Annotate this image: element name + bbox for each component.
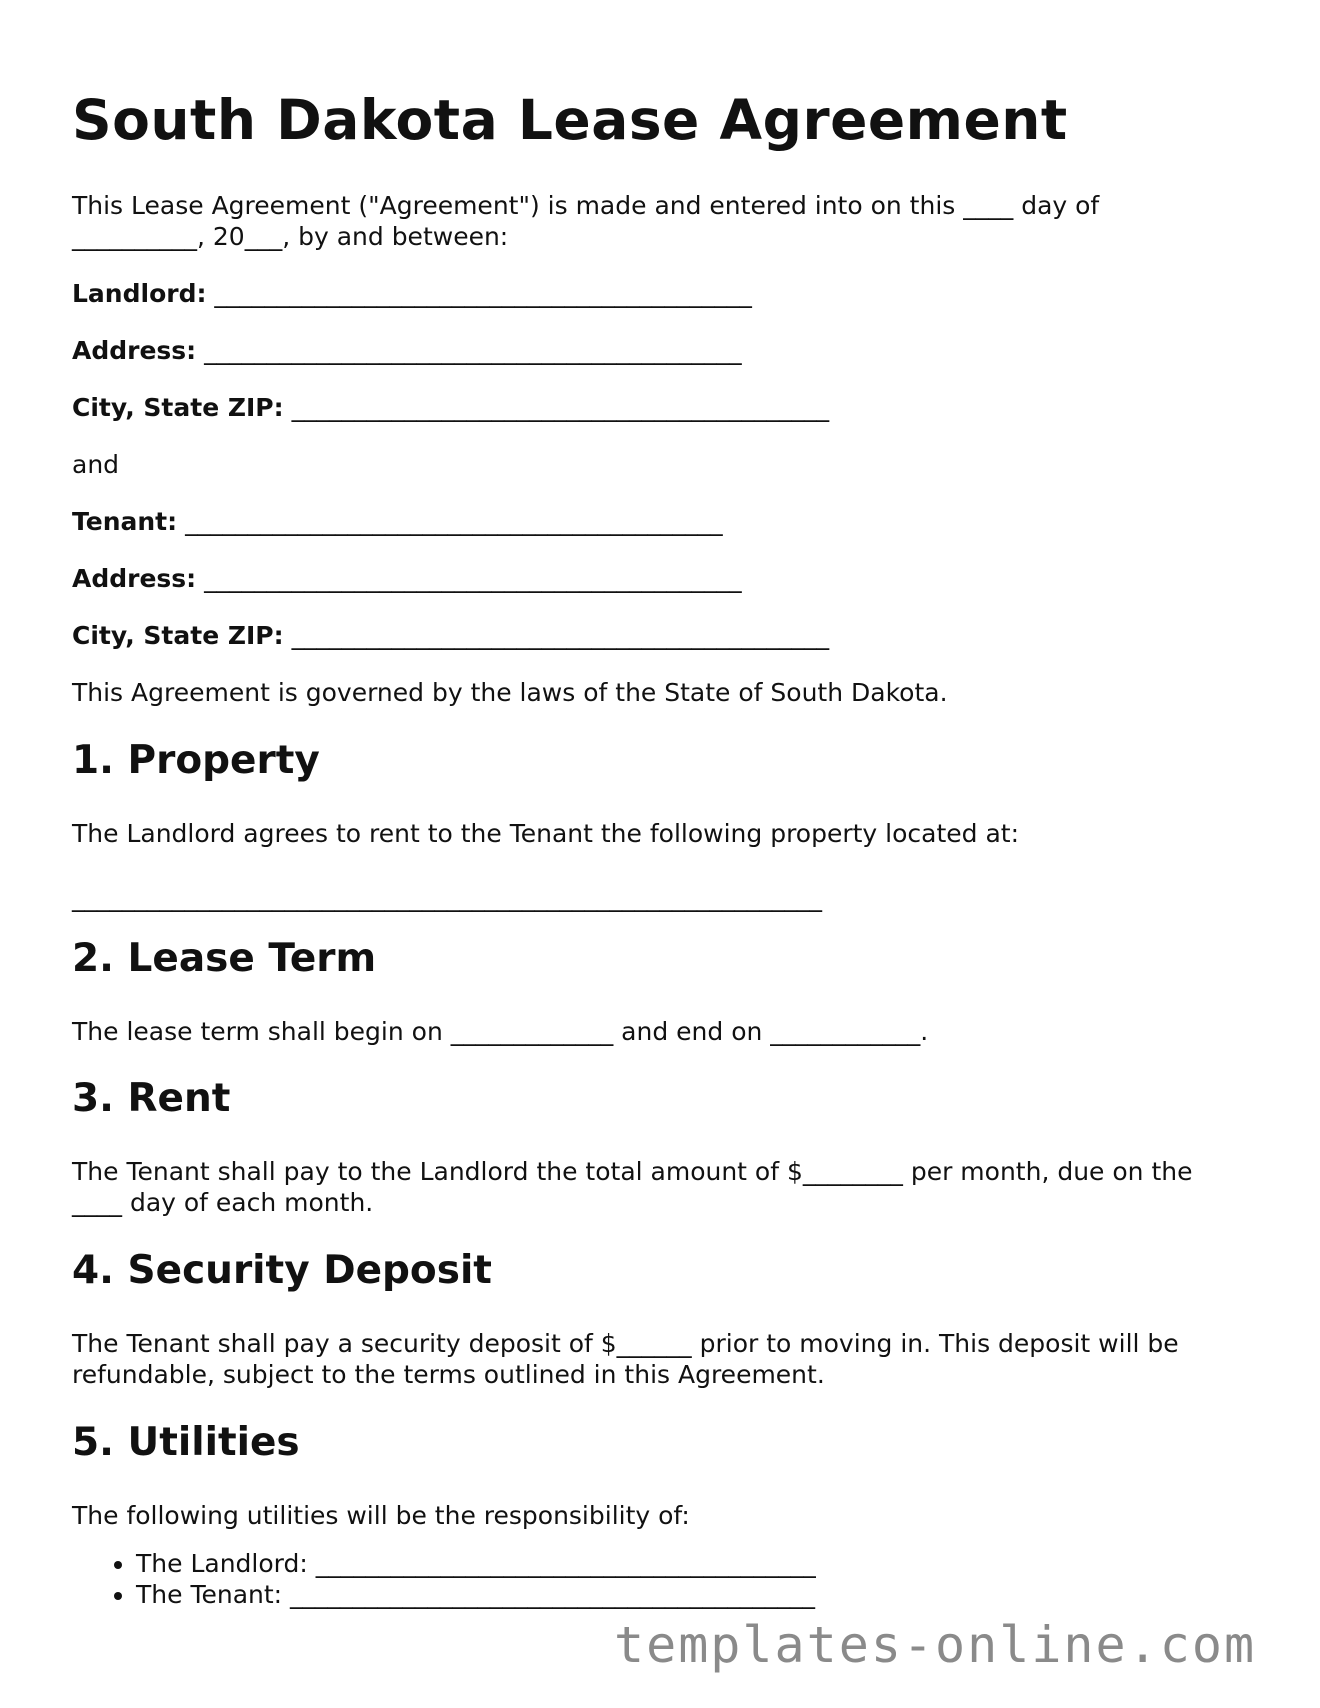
tenant-city-label: City, State ZIP:	[72, 621, 284, 650]
deposit-line-2: refundable, subject to the terms outlined in this Agreement.	[72, 1360, 825, 1389]
landlord-address-label: Address:	[72, 336, 197, 365]
and-text: and	[72, 450, 120, 479]
document-title: South Dakota Lease Agreement	[72, 88, 1068, 152]
section-lease-term-heading: 2. Lease Term	[72, 936, 377, 981]
section-security-deposit-heading: 4. Security Deposit	[72, 1248, 492, 1293]
governing-law-text: This Agreement is governed by the laws of the State of South Dakota.	[72, 678, 948, 707]
landlord-name-blank: ___________________________________________	[214, 279, 752, 308]
landlord-address-field	[72, 335, 742, 366]
rent-line-1: The Tenant shall pay to the Landlord the total amount of $________ per month, due on the	[72, 1157, 1193, 1186]
intro-line-2: __________, 20___, by and between:	[72, 222, 509, 251]
tenant-address-blank: ___________________________________________	[204, 564, 742, 593]
intro-line-1: This Lease Agreement ("Agreement") is made and entered into on this ____ day of	[72, 191, 1100, 220]
landlord-name-label: Landlord:	[72, 279, 207, 308]
landlord-city-field	[72, 392, 829, 423]
property-text: The Landlord agrees to rent to the Tenant the following property located at:	[72, 819, 1020, 848]
tenant-name-blank: ___________________________________________	[185, 507, 723, 536]
deposit-line-1: The Tenant shall pay a security deposit of $______ prior to moving in. This deposit will be	[72, 1329, 1179, 1358]
utilities-text: The following utilities will be the responsibility of:	[72, 1501, 690, 1530]
section-utilities-heading: 5. Utilities	[72, 1420, 300, 1465]
landlord-city-label: City, State ZIP:	[72, 393, 284, 422]
utilities-landlord-item: • The Landlord: ________________________________________	[136, 1548, 816, 1579]
utilities-list	[72, 1548, 816, 1610]
rent-line-2: ____ day of each month.	[72, 1188, 374, 1217]
property-address-blank: ____________________________________________________________	[72, 883, 822, 912]
landlord-name-field	[72, 278, 752, 309]
section-property-heading: 1. Property	[72, 738, 320, 783]
utilities-tenant-item: • The Tenant: __________________________________________	[136, 1579, 816, 1610]
watermark: templates-online.com	[614, 1616, 1257, 1674]
tenant-address-label: Address:	[72, 564, 197, 593]
lease-term-text: The lease term shall begin on _____________ and end on ____________.	[72, 1017, 929, 1046]
section-rent-heading: 3. Rent	[72, 1076, 231, 1121]
tenant-address-field	[72, 563, 742, 594]
landlord-city-blank: ___________________________________________	[291, 393, 830, 422]
tenant-city-field	[72, 620, 829, 651]
tenant-city-blank: ___________________________________________	[291, 621, 830, 650]
tenant-name-field	[72, 506, 723, 537]
tenant-name-label: Tenant:	[72, 507, 178, 536]
landlord-address-blank: ___________________________________________	[204, 336, 742, 365]
